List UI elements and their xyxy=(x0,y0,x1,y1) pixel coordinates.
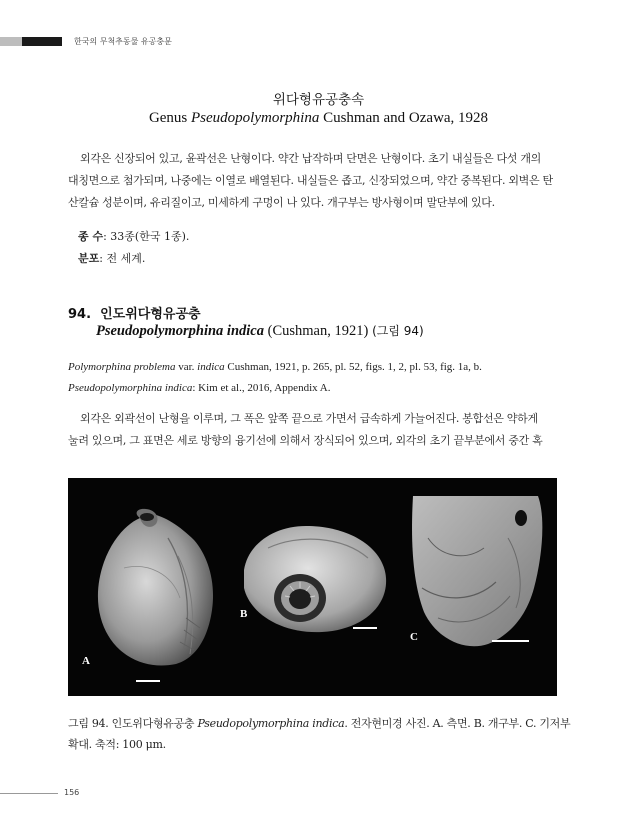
synonym-name: Polymorphina problema xyxy=(68,361,176,373)
species-description xyxy=(68,408,572,452)
caption-rest: . 전자현미경 사진. A. 측면. B. 개구부. C. 기저부 xyxy=(344,717,571,730)
synonym-name: Pseudopolymorphina indica xyxy=(68,382,193,394)
species-count xyxy=(78,228,189,244)
species-description-line: 눌려 있으며, 그 표면은 세로 방향의 융기선에 의해서 장식되어 있으며, 외각의 초기 끝부분에서 중간 혹 xyxy=(68,434,543,447)
caption-prefix: 그림 94. 인도위다형유공충 xyxy=(68,717,198,730)
species-heading xyxy=(68,303,201,322)
caption-species: Pseudopolymorphina indica xyxy=(197,717,345,730)
genus-description-line: 산칼슘 성분이며, 유리질이고, 미세하게 구멍이 나 있다. 개구부는 방사형이며 말단부에 있다. xyxy=(68,196,495,209)
footer-rule xyxy=(0,793,58,794)
figure-caption xyxy=(68,713,572,755)
scale-bar-c xyxy=(492,640,529,642)
sem-figure xyxy=(68,478,557,696)
genus-title xyxy=(0,110,637,127)
distribution-value: : 전 세계. xyxy=(99,252,146,265)
caption-line-1 xyxy=(68,713,572,734)
genus-description-line: 외각은 신장되어 있고, 윤곽선은 난형이다. 약간 납작하며 단면은 난형이다. 초기 내실들은 다섯 개의 xyxy=(80,152,541,165)
panel-label-b: B xyxy=(240,608,248,620)
caption-line-2: 확대. 축적: 100 μm. xyxy=(68,738,166,751)
scale-bar-b xyxy=(353,627,377,629)
panel-b-specimen xyxy=(244,526,386,632)
synonym-citation: Cushman, 1921, p. 265, pl. 52, figs. 1, 2, pl. 53, fig. 1a, b. xyxy=(224,361,482,373)
panel-label-c: C xyxy=(410,631,418,643)
synonym-name-2: indica xyxy=(197,361,225,373)
genus-title-korean: 위다형유공충속 xyxy=(272,92,365,108)
species-count-label: 종 수 xyxy=(78,230,104,243)
panel-label-a: A xyxy=(82,655,90,667)
species-author: (Cushman, 1921) xyxy=(263,323,369,339)
distribution-label: 분포 xyxy=(78,252,100,265)
species-number: 94. xyxy=(68,307,92,322)
genus-title-name: Pseudopolymorphina xyxy=(191,110,320,126)
genus-description xyxy=(68,148,572,214)
species-scientific-heading xyxy=(96,322,424,340)
species-description-line: 외각은 외곽선이 난형을 이루며, 그 폭은 앞쪽 끝으로 가면서 급속하게 가늘어진다. 봉합선은 약하게 xyxy=(80,412,538,425)
running-header: 한국의 무척추동물 유공충문 xyxy=(74,37,172,46)
species-count-value: : 33종(한국 1종). xyxy=(103,230,190,243)
species-scientific-name: Pseudopolymorphina indica xyxy=(96,323,264,339)
synonym-mid: var. xyxy=(175,361,198,373)
synonym-entry xyxy=(68,382,330,394)
species-korean-name: 인도위다형유공충 xyxy=(100,307,201,322)
genus-title-author: Cushman and Ozawa, 1928 xyxy=(319,110,489,126)
distribution xyxy=(78,250,145,266)
genus-title-prefix: Genus xyxy=(148,110,192,126)
panel-a-specimen xyxy=(98,509,213,666)
header-bar-black xyxy=(22,37,62,46)
scale-bar-a xyxy=(136,680,160,682)
page-number: 156 xyxy=(64,788,80,797)
synonym-entry xyxy=(68,361,482,373)
panel-c-specimen xyxy=(412,496,542,646)
synonym-citation: : Kim et al., 2016, Appendix A. xyxy=(192,382,331,394)
header-bar-grey xyxy=(0,37,22,46)
species-figure-ref: (그림 94) xyxy=(368,324,424,338)
sem-photographs xyxy=(68,478,557,696)
genus-description-line: 대칭면으로 첨가되며, 나중에는 이열로 배열된다. 내실들은 좁고, 신장되었으며, 약간 중복된다. 외벽은 탄 xyxy=(68,174,553,187)
